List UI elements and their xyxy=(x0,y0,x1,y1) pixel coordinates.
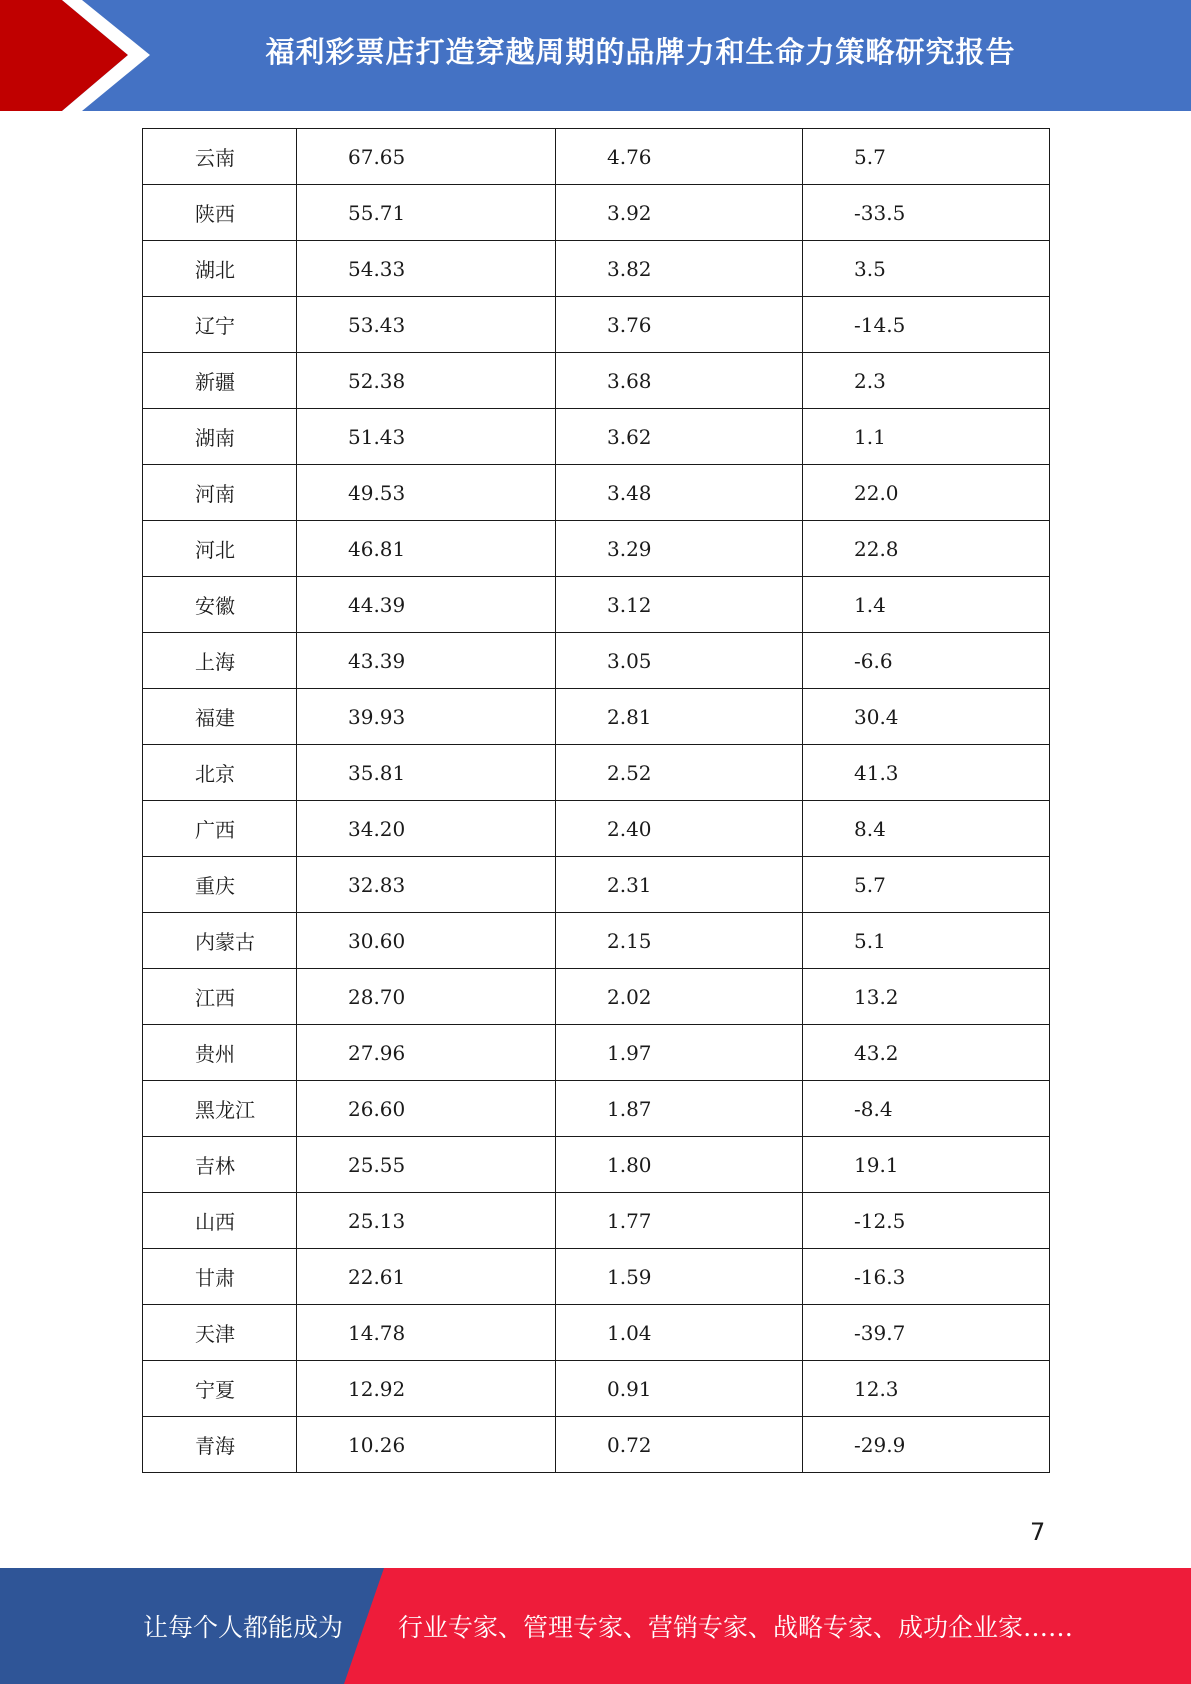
growth-cell: 22.0 xyxy=(803,465,1050,521)
province-data-table xyxy=(142,128,1050,1473)
share-cell: 3.82 xyxy=(556,241,803,297)
province-cell: 北京 xyxy=(143,745,297,801)
table-row xyxy=(143,1249,1050,1305)
province-cell: 贵州 xyxy=(143,1025,297,1081)
province-cell: 甘肃 xyxy=(143,1249,297,1305)
province-cell: 河北 xyxy=(143,521,297,577)
growth-cell: 22.8 xyxy=(803,521,1050,577)
growth-cell: 1.1 xyxy=(803,409,1050,465)
growth-cell: 30.4 xyxy=(803,689,1050,745)
share-cell: 2.40 xyxy=(556,801,803,857)
value-cell: 39.93 xyxy=(297,689,556,745)
province-cell: 重庆 xyxy=(143,857,297,913)
share-cell: 1.80 xyxy=(556,1137,803,1193)
growth-cell: 12.3 xyxy=(803,1361,1050,1417)
province-cell: 陕西 xyxy=(143,185,297,241)
province-cell: 安徽 xyxy=(143,577,297,633)
value-cell: 54.33 xyxy=(297,241,556,297)
table-row xyxy=(143,297,1050,353)
province-cell: 湖南 xyxy=(143,409,297,465)
growth-cell: 19.1 xyxy=(803,1137,1050,1193)
province-cell: 辽宁 xyxy=(143,297,297,353)
table-body xyxy=(143,129,1050,1473)
growth-cell: 13.2 xyxy=(803,969,1050,1025)
footer-slogan-right: 行业专家、管理专家、营销专家、战略专家、成功企业家…… xyxy=(398,1613,1074,1642)
share-cell: 3.68 xyxy=(556,353,803,409)
table-row xyxy=(143,1305,1050,1361)
table-row xyxy=(143,185,1050,241)
growth-cell: 5.1 xyxy=(803,913,1050,969)
table-row xyxy=(143,913,1050,969)
share-cell: 4.76 xyxy=(556,129,803,185)
page-number: 7 xyxy=(1030,1518,1046,1546)
province-cell: 青海 xyxy=(143,1417,297,1473)
page-footer xyxy=(0,1568,1191,1684)
value-cell: 43.39 xyxy=(297,633,556,689)
value-cell: 67.65 xyxy=(297,129,556,185)
share-cell: 1.59 xyxy=(556,1249,803,1305)
value-cell: 14.78 xyxy=(297,1305,556,1361)
province-cell: 广西 xyxy=(143,801,297,857)
growth-cell: -16.3 xyxy=(803,1249,1050,1305)
growth-cell: -14.5 xyxy=(803,297,1050,353)
share-cell: 3.76 xyxy=(556,297,803,353)
growth-cell: 5.7 xyxy=(803,129,1050,185)
value-cell: 49.53 xyxy=(297,465,556,521)
value-cell: 27.96 xyxy=(297,1025,556,1081)
value-cell: 26.60 xyxy=(297,1081,556,1137)
value-cell: 32.83 xyxy=(297,857,556,913)
value-cell: 55.71 xyxy=(297,185,556,241)
province-cell: 福建 xyxy=(143,689,297,745)
share-cell: 2.81 xyxy=(556,689,803,745)
growth-cell: 3.5 xyxy=(803,241,1050,297)
table-row xyxy=(143,1361,1050,1417)
growth-cell: 43.2 xyxy=(803,1025,1050,1081)
growth-cell: -12.5 xyxy=(803,1193,1050,1249)
table-row xyxy=(143,745,1050,801)
value-cell: 28.70 xyxy=(297,969,556,1025)
table-row xyxy=(143,129,1050,185)
share-cell: 1.97 xyxy=(556,1025,803,1081)
value-cell: 12.92 xyxy=(297,1361,556,1417)
share-cell: 2.52 xyxy=(556,745,803,801)
value-cell: 53.43 xyxy=(297,297,556,353)
share-cell: 1.77 xyxy=(556,1193,803,1249)
value-cell: 10.26 xyxy=(297,1417,556,1473)
table-row xyxy=(143,1417,1050,1473)
value-cell: 25.13 xyxy=(297,1193,556,1249)
growth-cell: 1.4 xyxy=(803,577,1050,633)
share-cell: 2.15 xyxy=(556,913,803,969)
growth-cell: 2.3 xyxy=(803,353,1050,409)
share-cell: 0.91 xyxy=(556,1361,803,1417)
table-row xyxy=(143,1137,1050,1193)
table-row xyxy=(143,969,1050,1025)
value-cell: 30.60 xyxy=(297,913,556,969)
value-cell: 52.38 xyxy=(297,353,556,409)
table-row xyxy=(143,689,1050,745)
share-cell: 3.12 xyxy=(556,577,803,633)
share-cell: 1.04 xyxy=(556,1305,803,1361)
table-row xyxy=(143,521,1050,577)
province-cell: 江西 xyxy=(143,969,297,1025)
value-cell: 46.81 xyxy=(297,521,556,577)
table-row xyxy=(143,1025,1050,1081)
footer-slogan-left: 让每个人都能成为 xyxy=(143,1613,344,1642)
share-cell: 0.72 xyxy=(556,1417,803,1473)
growth-cell: -8.4 xyxy=(803,1081,1050,1137)
province-cell: 山西 xyxy=(143,1193,297,1249)
growth-cell: -39.7 xyxy=(803,1305,1050,1361)
growth-cell: -33.5 xyxy=(803,185,1050,241)
province-cell: 天津 xyxy=(143,1305,297,1361)
share-cell: 1.87 xyxy=(556,1081,803,1137)
province-cell: 吉林 xyxy=(143,1137,297,1193)
value-cell: 25.55 xyxy=(297,1137,556,1193)
province-cell: 宁夏 xyxy=(143,1361,297,1417)
value-cell: 44.39 xyxy=(297,577,556,633)
table-row xyxy=(143,409,1050,465)
share-cell: 3.92 xyxy=(556,185,803,241)
province-cell: 新疆 xyxy=(143,353,297,409)
table-row xyxy=(143,801,1050,857)
share-cell: 3.29 xyxy=(556,521,803,577)
share-cell: 2.31 xyxy=(556,857,803,913)
province-cell: 黑龙江 xyxy=(143,1081,297,1137)
value-cell: 34.20 xyxy=(297,801,556,857)
table-row xyxy=(143,1081,1050,1137)
value-cell: 35.81 xyxy=(297,745,556,801)
table-row xyxy=(143,353,1050,409)
value-cell: 22.61 xyxy=(297,1249,556,1305)
table-row xyxy=(143,857,1050,913)
share-cell: 3.62 xyxy=(556,409,803,465)
share-cell: 3.05 xyxy=(556,633,803,689)
table-row xyxy=(143,465,1050,521)
province-cell: 内蒙古 xyxy=(143,913,297,969)
table-row xyxy=(143,241,1050,297)
growth-cell: -29.9 xyxy=(803,1417,1050,1473)
table-row xyxy=(143,577,1050,633)
province-cell: 云南 xyxy=(143,129,297,185)
growth-cell: 41.3 xyxy=(803,745,1050,801)
province-cell: 湖北 xyxy=(143,241,297,297)
growth-cell: -6.6 xyxy=(803,633,1050,689)
province-cell: 河南 xyxy=(143,465,297,521)
province-cell: 上海 xyxy=(143,633,297,689)
share-cell: 2.02 xyxy=(556,969,803,1025)
table-row xyxy=(143,633,1050,689)
value-cell: 51.43 xyxy=(297,409,556,465)
growth-cell: 5.7 xyxy=(803,857,1050,913)
growth-cell: 8.4 xyxy=(803,801,1050,857)
page-header xyxy=(0,0,1191,111)
share-cell: 3.48 xyxy=(556,465,803,521)
header-title: 福利彩票店打造穿越周期的品牌力和生命力策略研究报告 xyxy=(265,34,1016,69)
table-row xyxy=(143,1193,1050,1249)
